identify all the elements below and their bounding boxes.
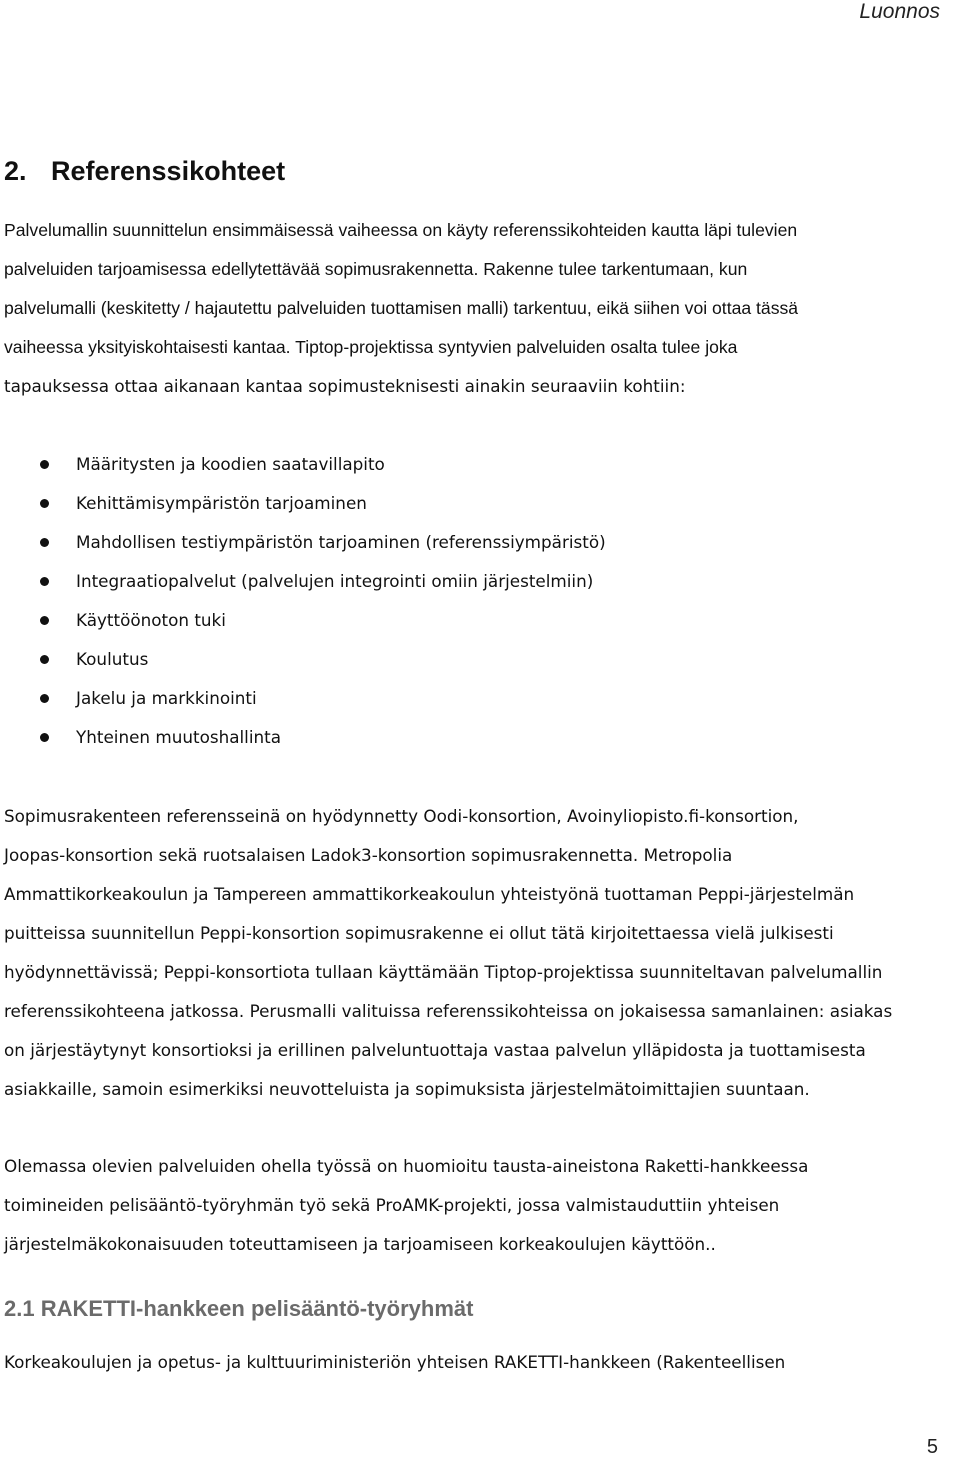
bullet-icon (40, 499, 49, 508)
requirements-list (40, 445, 606, 757)
list-item (40, 445, 606, 484)
section-title: Referenssikohteet (51, 156, 286, 186)
bullet-icon (40, 694, 49, 703)
list-item-label: Integraatiopalvelut (palvelujen integrointi omiin järjestelmiin) (76, 571, 594, 591)
list-item (40, 523, 606, 562)
bullet-icon (40, 733, 49, 742)
references-paragraph (4, 797, 956, 1109)
background-paragraph (4, 1147, 956, 1264)
list-item-label: Jakelu ja markkinointi (76, 688, 257, 708)
list-item (40, 640, 606, 679)
bullet-icon (40, 616, 49, 625)
background-line: toimineiden pelisääntö-työryhmän työ sekä ProAMK-projekti, jossa valmistauduttiin yhteisen (4, 1195, 780, 1215)
list-item-label: Kehittämisympäristön tarjoaminen (76, 493, 367, 513)
list-item (40, 601, 606, 640)
references-line: on järjestäytynyt konsortioksi ja erillinen palveluntuottaja vastaa palvelun ylläpidosta ja tuottamisesta (4, 1040, 866, 1060)
intro-line: vaiheessa yksityiskohtaisesti kantaa. Tiptop-projektissa syntyvien palveluiden osalta tulee joka (4, 337, 738, 357)
list-item (40, 679, 606, 718)
list-item (40, 484, 606, 523)
section-heading (4, 156, 285, 187)
list-item-label: Käyttöönoton tuki (76, 610, 226, 630)
page-number: 5 (926, 1436, 938, 1458)
bullet-icon (40, 655, 49, 664)
references-line: Sopimusrakenteen referensseinä on hyödynnetty Oodi-konsortion, Avoinyliopisto.fi-konsortion, (4, 806, 799, 826)
background-line: järjestelmäkokonaisuuden toteuttamiseen ja tarjoamiseen korkeakoulujen käyttöön.. (4, 1234, 716, 1254)
references-line: hyödynnettävissä; Peppi-konsortiota tullaan käyttämään Tiptop-projektissa suunniteltavan palvelumallin (4, 962, 883, 982)
draft-label: Luonnos (859, 0, 940, 23)
references-line: referenssikohteena jatkossa. Perusmalli valituissa referenssikohteissa on jokaisessa samanlainen: asiakas (4, 1001, 893, 1021)
section-number: 2. (4, 156, 27, 186)
list-item-label: Koulutus (76, 649, 149, 669)
intro-line: Palvelumallin suunnittelun ensimmäisessä vaiheessa on käyty referenssikohteiden kautta läpi tulevien (4, 220, 798, 240)
references-line: asiakkaille, samoin esimerkiksi neuvotteluista ja sopimuksista järjestelmätoimittajien suuntaan. (4, 1079, 810, 1099)
subsection-heading: 2.1 RAKETTI-hankkeen pelisääntö-työryhmät (4, 1296, 474, 1321)
intro-line: palvelumalli (keskitetty / hajautettu palveluiden tuottamisen malli) tarkentuu, eikä siihen voi ottaa tässä (4, 298, 799, 318)
raketti-line: Korkeakoulujen ja opetus- ja kulttuuriministeriön yhteisen RAKETTI-hankkeen (Rakenteellisen (4, 1352, 786, 1372)
list-item-label: Mahdollisen testiympäristön tarjoaminen (referenssiympäristö) (76, 532, 606, 552)
list-item-label: Yhteinen muutoshallinta (76, 727, 281, 747)
raketti-paragraph (4, 1343, 956, 1382)
list-item (40, 718, 606, 757)
bullet-icon (40, 577, 49, 586)
bullet-icon (40, 538, 49, 547)
bullet-icon (40, 460, 49, 469)
background-line: Olemassa olevien palveluiden ohella työssä on huomioitu tausta-aineistona Raketti-hankkeessa (4, 1156, 809, 1176)
list-item (40, 562, 606, 601)
intro-paragraph (4, 211, 956, 406)
intro-line: tapauksessa ottaa aikanaan kantaa sopimusteknisesti ainakin seuraaviin kohtiin: (4, 376, 686, 396)
intro-line: palveluiden tarjoamisessa edellytettävää sopimusrakennetta. Rakenne tulee tarkentumaan, kun (4, 259, 748, 279)
list-item-label: Määritysten ja koodien saatavillapito (76, 454, 385, 474)
references-line: Ammattikorkeakoulun ja Tampereen ammattikorkeakoulun yhteistyönä tuottaman Peppi-järjestelmän (4, 884, 855, 904)
references-line: Joopas-konsortion sekä ruotsalaisen Ladok3-konsortion sopimusrakennetta. Metropolia (4, 845, 733, 865)
references-line: puitteissa suunnitellun Peppi-konsortion sopimusrakenne ei ollut tätä kirjoitettaessa vielä julkisesti (4, 923, 834, 943)
